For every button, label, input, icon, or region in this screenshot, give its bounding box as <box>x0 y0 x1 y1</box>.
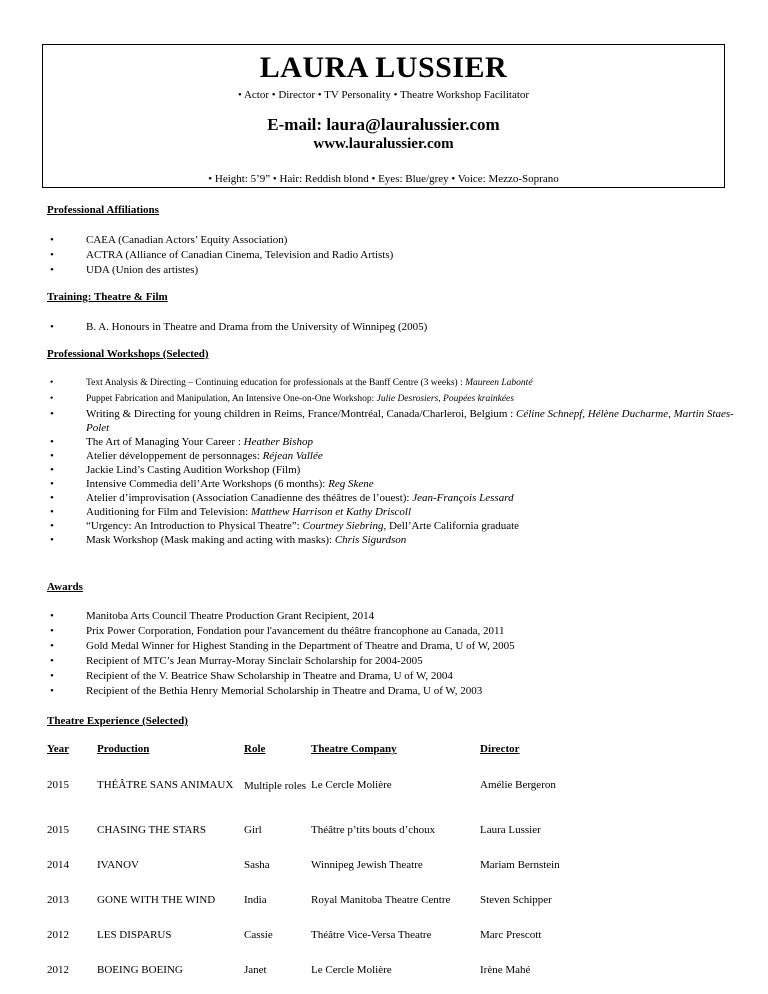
theatre-table <box>47 743 680 984</box>
table-cell: Théâtre p’tits bouts d’choux <box>311 824 436 836</box>
table-header-row <box>47 743 680 779</box>
theatre-section <box>47 715 737 984</box>
table-row <box>47 824 680 859</box>
table-cell: LES DISPARUS <box>97 929 172 941</box>
list-item: • CAEA (Canadian Actors’ Equity Association) <box>47 233 737 248</box>
section-title: Awards <box>47 581 83 593</box>
list-item: • ACTRA (Alliance of Canadian Cinema, Television and Radio Artists) <box>47 248 737 263</box>
table-cell: Mariam Bernstein <box>480 859 560 871</box>
list-item: • B. A. Honours in Theatre and Drama from the University of Winnipeg (2005) <box>47 320 737 335</box>
instructor-name: Maureen Labonté <box>465 378 533 388</box>
list-item <box>47 463 737 477</box>
instructor-name: Julie Desrosiers, Poupées krainkées <box>376 393 514 404</box>
list-item-text: Auditioning for Film and Television: <box>86 506 251 518</box>
awards-section <box>47 581 737 699</box>
table-cell: THÉÂTRE SANS ANIMAUX <box>97 779 234 791</box>
column-header: Role <box>244 743 266 755</box>
list-item-text: Mask Workshop (Mask making and acting with masks): <box>86 534 335 546</box>
list-item-text: The Art of Managing Your Career : <box>86 436 244 448</box>
column-header: Production <box>97 743 150 755</box>
roles-line: • Actor • Director • TV Personality • Theatre Workshop Facilitator <box>237 89 530 101</box>
section-title: Professional Affiliations <box>47 204 159 216</box>
person-name: LAURA LUSSIER <box>259 51 508 84</box>
instructor-name: Reg Skene <box>328 478 374 490</box>
list-item: • Recipient of the V. Beatrice Shaw Scholarship in Theatre and Drama, U of W, 2004 <box>47 669 737 684</box>
column-header: Director <box>480 743 520 755</box>
table-cell: 2015 <box>47 824 69 836</box>
list-item-text: Atelier d’improvisation (Association Canadienne des théâtres de l’ouest): <box>86 492 413 504</box>
table-cell: Girl <box>244 824 262 836</box>
table-cell: Janet <box>244 964 267 976</box>
table-row <box>47 929 680 964</box>
instructor-name: Réjean Vallée <box>262 450 323 462</box>
table-cell: Théâtre Vice-Versa Theatre <box>311 929 432 941</box>
table-cell: Steven Schipper <box>480 894 552 906</box>
section-title: Training: Theatre & Film <box>47 291 168 303</box>
list-item <box>47 505 737 519</box>
instructor-name: Céline Schnepf, Hélène Ducharme, Martin Staes-Polet <box>86 408 734 434</box>
training-list <box>47 320 737 335</box>
list-item-text: Atelier développement de personnages: <box>86 450 263 462</box>
table-cell: Laura Lussier <box>480 824 541 836</box>
table-cell: Cassie <box>244 929 273 941</box>
list-item <box>47 491 737 505</box>
table-cell: 2013 <box>47 894 69 906</box>
table-cell: 2014 <box>47 859 69 871</box>
table-cell: Winnipeg Jewish Theatre <box>311 859 423 871</box>
workshops-section <box>47 348 737 547</box>
table-cell: Royal Manitoba Theatre Centre <box>311 894 451 906</box>
affiliations-list <box>47 233 737 278</box>
table-cell: Le Cercle Molière <box>311 779 392 791</box>
instructor-name: Courtney Siebring <box>302 520 384 532</box>
list-item <box>47 449 737 463</box>
list-item: • Gold Medal Winner for Highest Standing in the Department of Theatre and Drama, U of W, 2005 <box>47 639 737 654</box>
list-item-text: Text Analysis & Directing – Continuing education for professionals at the Banff Centre (3 weeks) : <box>86 378 466 388</box>
training-section <box>47 291 737 335</box>
table-cell: IVANOV <box>97 859 139 871</box>
workshops-list <box>47 376 737 547</box>
instructor-name: Chris Sigurdson <box>334 534 407 546</box>
table-cell: Sasha <box>244 859 270 871</box>
table-cell: Amélie Bergeron <box>480 779 556 791</box>
list-item: • UDA (Union des artistes) <box>47 263 737 278</box>
table-cell: GONE WITH THE WIND <box>97 894 216 906</box>
instructor-name: Matthew Harrison et Kathy Driscoll <box>250 506 412 518</box>
table-cell: India <box>244 894 267 906</box>
table-cell: Marc Prescott <box>480 929 542 941</box>
column-header: Year <box>47 743 69 755</box>
list-item <box>47 519 737 533</box>
list-item <box>47 533 737 547</box>
table-row <box>47 779 680 824</box>
list-item-text: “Urgency: An Introduction to Physical Theatre”: <box>86 520 303 532</box>
list-item <box>47 407 737 435</box>
list-item <box>47 435 737 449</box>
list-item <box>47 392 737 408</box>
list-item-text: , Dell’Arte California graduate <box>383 520 520 532</box>
physical-stats-line: • Height: 5’9” • Hair: Reddish blond • Eyes: Blue/grey • Voice: Mezzo-Soprano <box>208 173 559 185</box>
column-header: Theatre Company <box>311 743 397 755</box>
list-item <box>47 477 737 491</box>
table-cell: 2015 <box>47 779 69 791</box>
instructor-name: Jean-François Lessard <box>412 492 514 504</box>
website-line: www.lauralussier.com <box>313 136 454 152</box>
table-cell: Irène Mahé <box>480 964 531 976</box>
table-cell: CHASING THE STARS <box>97 824 206 836</box>
list-item-text: Writing & Directing for young children in Reims, France/Montréal, Canada/Charleroi, Belgium : <box>86 408 516 420</box>
instructor-name: Heather Bishop <box>243 436 313 448</box>
list-item <box>47 376 737 392</box>
table-cell: 2012 <box>47 929 69 941</box>
list-item: • Recipient of MTC’s Jean Murray-Moray Sinclair Scholarship for 2004-2005 <box>47 654 737 669</box>
email-line: E-mail: laura@lauralussier.com <box>267 115 500 134</box>
resume-header <box>42 44 725 188</box>
table-row <box>47 894 680 929</box>
list-item: • Manitoba Arts Council Theatre Production Grant Recipient, 2014 <box>47 609 737 624</box>
awards-list <box>47 609 737 699</box>
list-item: • Prix Power Corporation, Fondation pour l'avancement du théâtre francophone au Canada, 2011 <box>47 624 737 639</box>
list-item-text: Puppet Fabrication and Manipulation, An Intensive One-on-One Workshop: <box>86 393 377 404</box>
list-item-text: Intensive Commedia dell’Arte Workshops (6 months): <box>86 478 329 490</box>
table-row <box>47 964 680 984</box>
table-cell: Le Cercle Molière <box>311 964 392 976</box>
table-row <box>47 859 680 894</box>
table-cell: 2012 <box>47 964 69 976</box>
section-title: Theatre Experience (Selected) <box>47 715 188 727</box>
table-cell: BOEING BOEING <box>97 964 183 976</box>
list-item: • Recipient of the Bethia Henry Memorial Scholarship in Theatre and Drama, U of W, 2003 <box>47 684 737 699</box>
list-item-text: Jackie Lind’s Casting Audition Workshop (Film) <box>86 464 301 476</box>
section-title: Professional Workshops (Selected) <box>47 348 209 360</box>
affiliations-section <box>47 204 737 278</box>
table-cell: Multiple roles <box>244 780 307 792</box>
